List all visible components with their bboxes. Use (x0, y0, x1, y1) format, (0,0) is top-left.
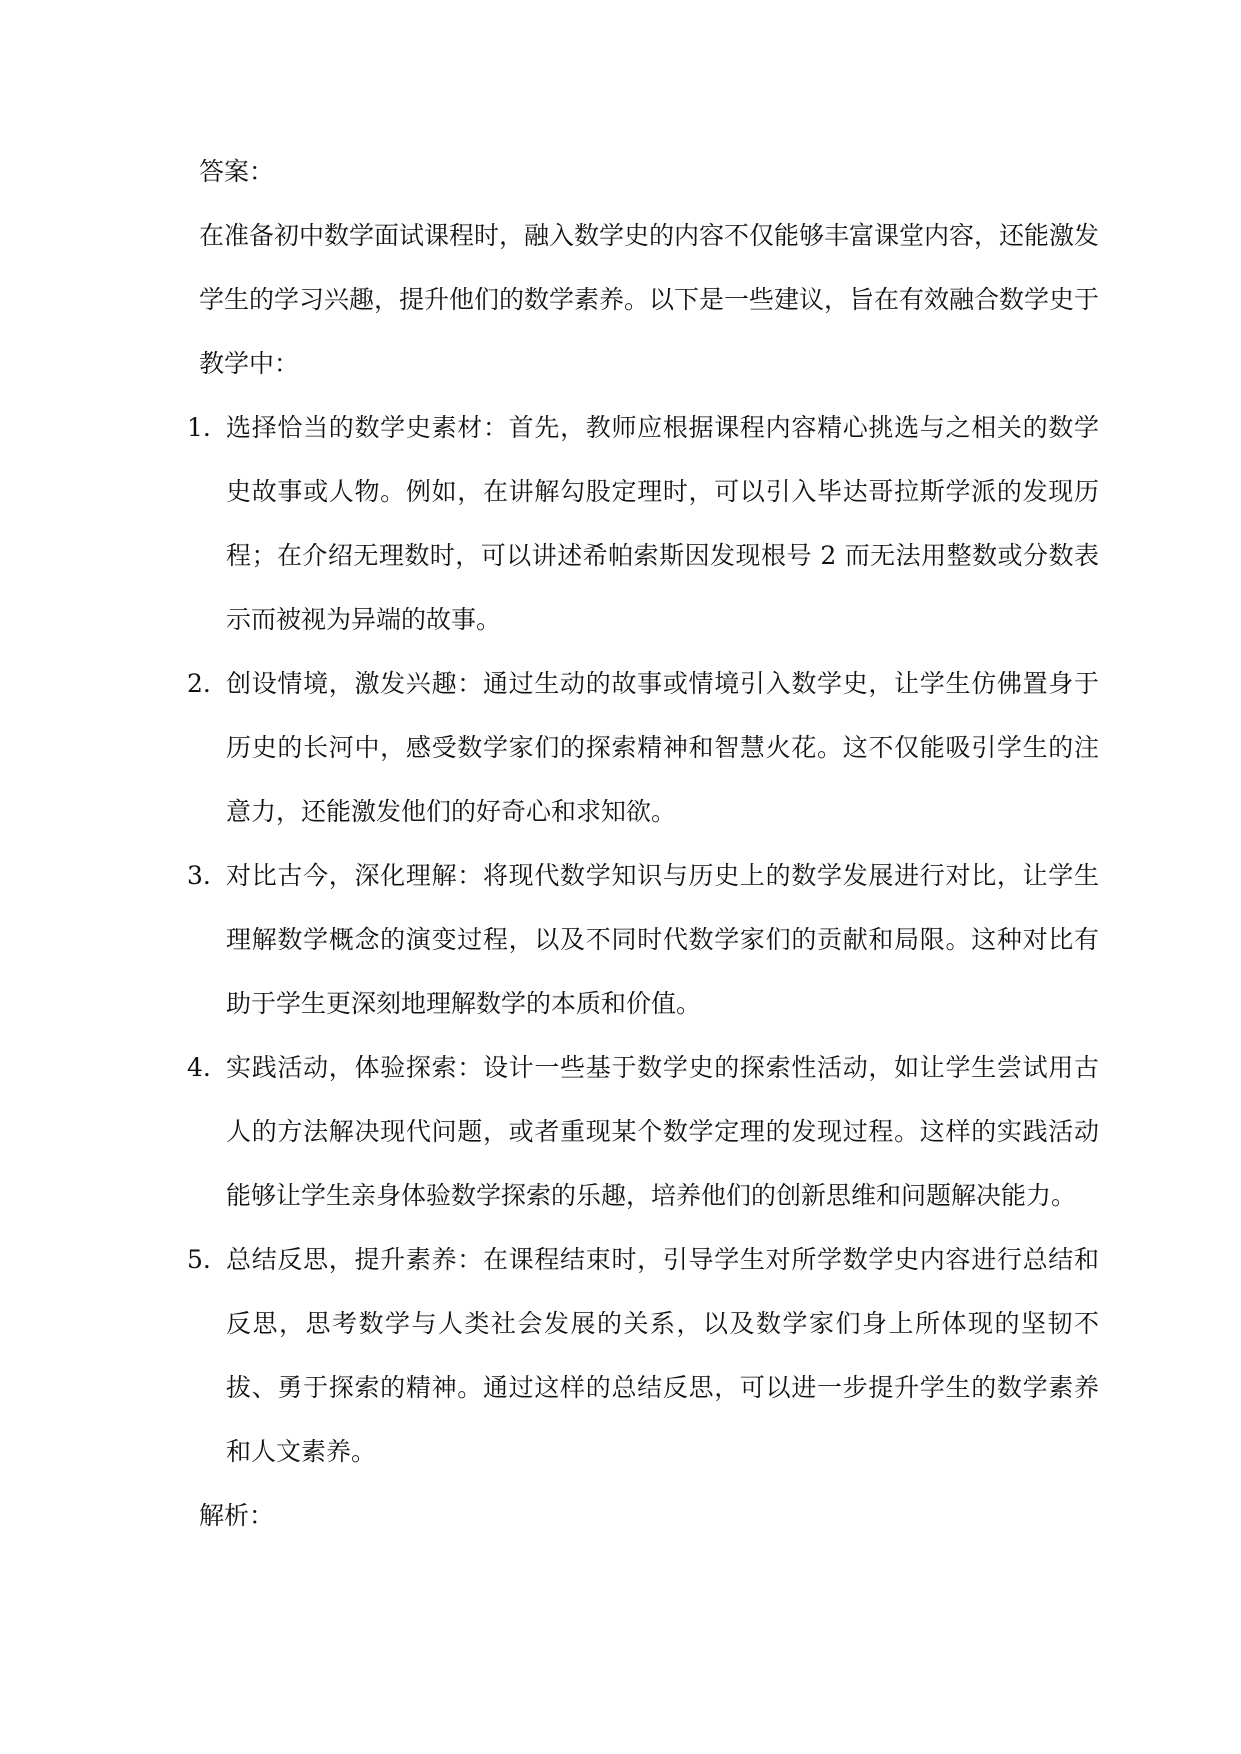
list-item-body: 在课程结束时，引导学生对所学数学史内容进行总结和反思，思考数学与人类社会发展的关系，以及数学家们身上所体现的坚韧不拔、勇于探索的精神。通过这样的总结反思，可以进一步提升学生的数学素养和人文素养。 (226, 1245, 1099, 1466)
answer-heading: 答案： (199, 157, 275, 186)
list-item-body: 通过生动的故事或情境引入数学史，让学生仿佛置身于历史的长河中，感受数学家们的探索精神和智慧火花。这不仅能吸引学生的注意力，还能激发他们的好奇心和求知欲。 (226, 669, 1099, 826)
document-content (187, 140, 1100, 1548)
intro-paragraph: 在准备初中数学面试课程时，融入数学史的内容不仅能够丰富课堂内容，还能激发学生的学习兴趣，提升他们的数学素养。以下是一些建议，旨在有效融合数学史于教学中： (199, 221, 1100, 378)
list-item (187, 652, 1099, 844)
list-item-number: 3. (187, 861, 211, 890)
list-item-title: 实践活动，体验探索： (226, 1053, 483, 1082)
list-item-number: 4. (187, 1053, 211, 1082)
list-item-body: 设计一些基于数学史的探索性活动，如让学生尝试用古人的方法解决现代问题，或者重现某个数学定理的发现过程。这样的实践活动能够让学生亲身体验数学探索的乐趣，培养他们的创新思维和问题解决能力。 (226, 1053, 1099, 1210)
suggestion-list (187, 396, 1099, 1484)
list-item (187, 1036, 1099, 1228)
list-item (187, 1228, 1099, 1484)
list-item-number: 1. (187, 413, 211, 442)
list-item-title: 创设情境，激发兴趣： (226, 669, 483, 698)
list-item-text (226, 396, 1099, 652)
list-item-body: 首先，教师应根据课程内容精心挑选与之相关的数学史故事或人物。例如，在讲解勾股定理时，可以引入毕达哥拉斯学派的发现历程；在介绍无理数时，可以讲述希帕索斯因发现根号 2 而无法用整数或分数表示而被视为异端的故事。 (226, 413, 1099, 634)
list-item-number: 5. (187, 1245, 211, 1274)
list-item-text (226, 1036, 1099, 1228)
list-item-title: 对比古今，深化理解： (226, 861, 483, 890)
list-item-title: 选择恰当的数学史素材： (226, 413, 509, 442)
list-item (187, 396, 1099, 652)
list-item-text (226, 1228, 1099, 1484)
analysis-heading: 解析： (199, 1501, 275, 1530)
list-item-text (226, 652, 1099, 844)
list-item-body: 将现代数学知识与历史上的数学发展进行对比，让学生理解数学概念的演变过程，以及不同时代数学家们的贡献和局限。这种对比有助于学生更深刻地理解数学的本质和价值。 (226, 861, 1099, 1018)
list-item-number: 2. (187, 669, 211, 698)
list-item-title: 总结反思，提升素养： (226, 1245, 483, 1274)
list-item-text (226, 844, 1099, 1036)
list-item (187, 844, 1099, 1036)
